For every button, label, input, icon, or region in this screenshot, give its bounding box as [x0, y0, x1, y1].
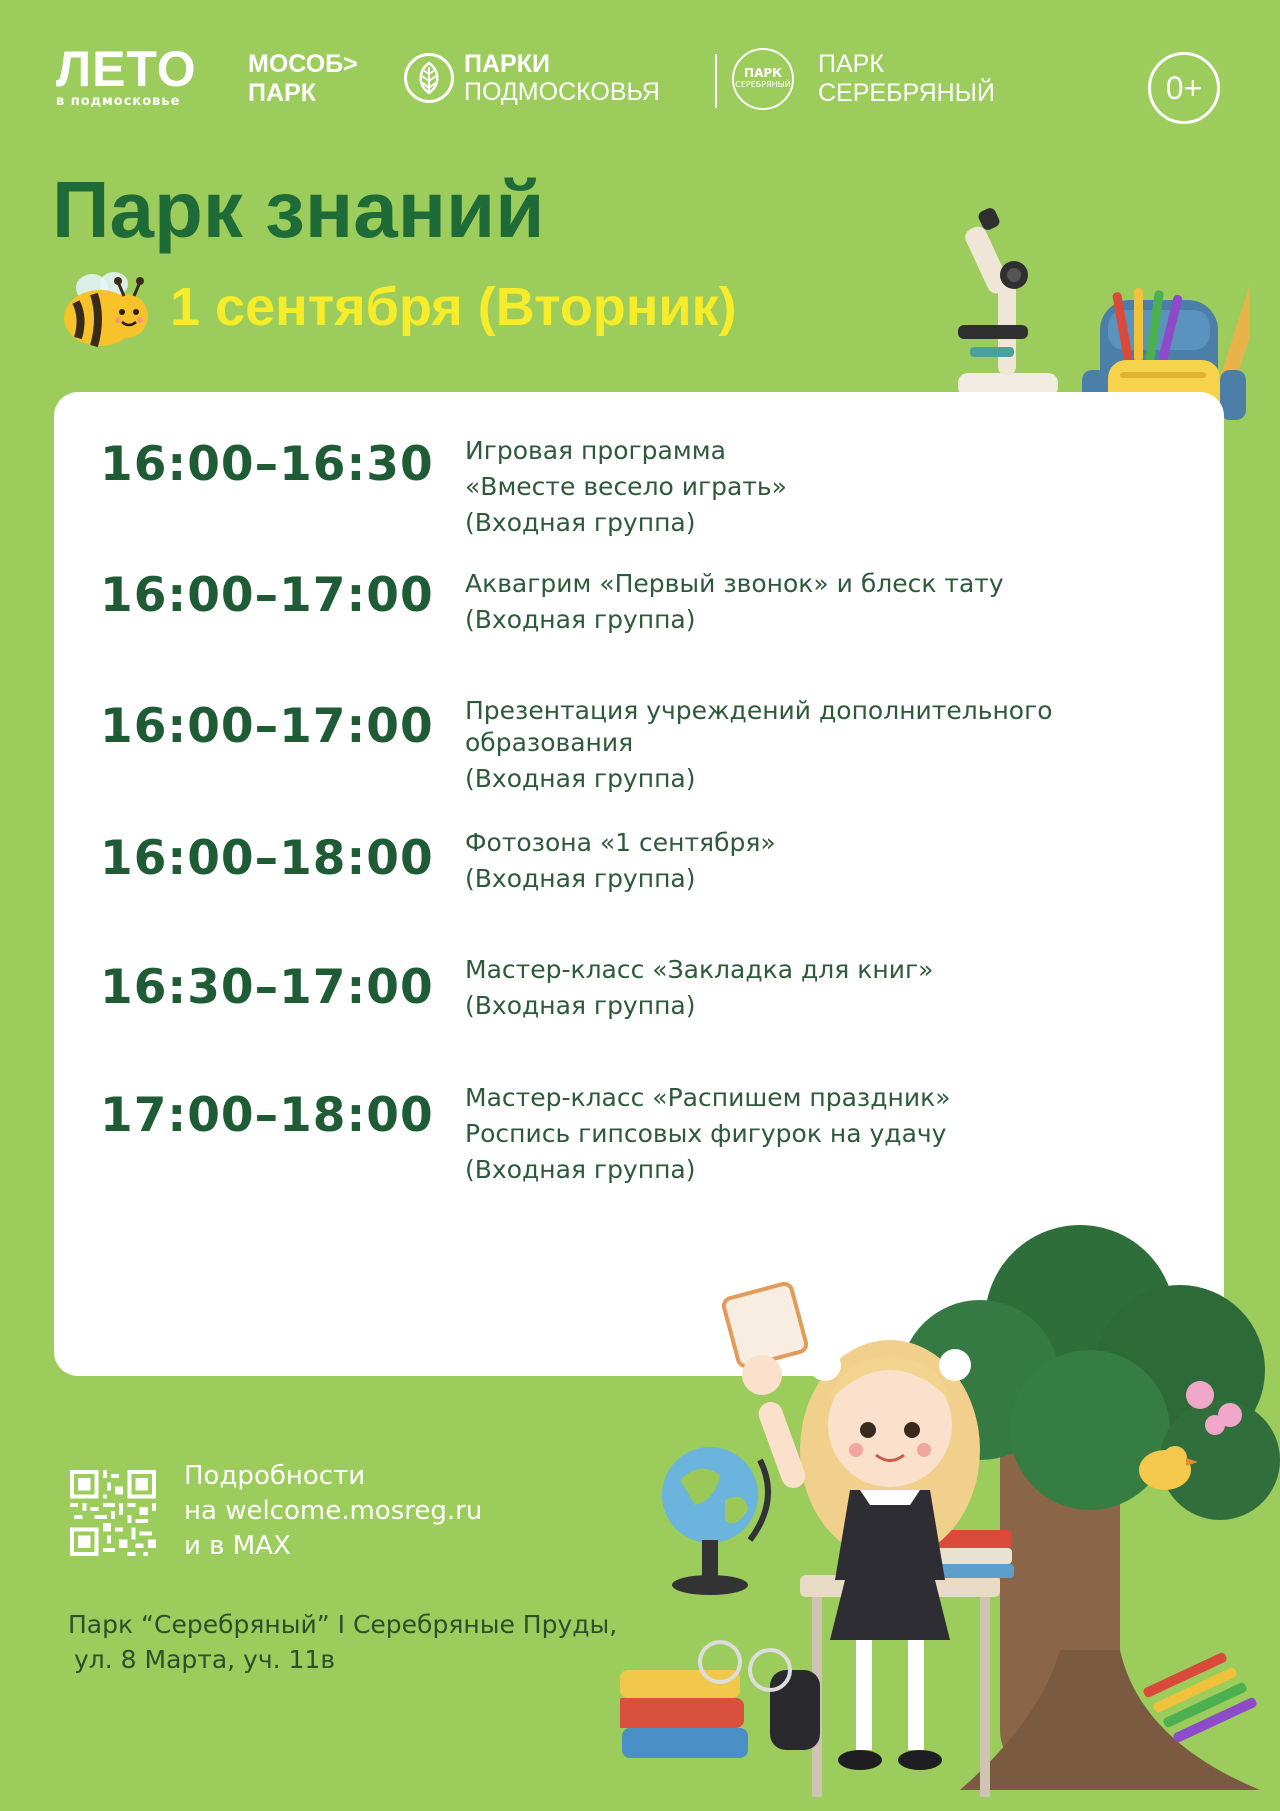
- age-rating-badge: 0+: [1148, 52, 1220, 124]
- schedule-line: «Вместе весело играть»: [465, 472, 787, 501]
- leaf-icon: [404, 53, 454, 103]
- serebr-line1: ПАРК: [818, 50, 884, 78]
- schedule-line: Игровая программа: [465, 436, 726, 465]
- school-girl-illustration: [620, 1200, 1280, 1811]
- parki-podmoskovya-logo: [404, 50, 660, 106]
- park-badge-line2: СЕРЕБРЯНЫЙ: [735, 80, 791, 89]
- mosobpark-line2: ПАРК: [248, 79, 316, 107]
- schedule-line: (Входная группа): [465, 1155, 696, 1184]
- details-line3: и в MAX: [184, 1531, 291, 1561]
- mosobpark-line1: МОСОБ>: [248, 50, 358, 78]
- parki-line2: ПОДМОСКОВЬЯ: [464, 78, 660, 106]
- details-info: [184, 1459, 482, 1564]
- schedule-description: [465, 433, 1115, 541]
- logo-divider: [715, 54, 717, 108]
- schedule-line: Роспись гипсовых фигурок на удачу: [465, 1119, 947, 1148]
- leto-logo-text: ЛЕТО: [56, 41, 197, 97]
- park-badge: [732, 48, 794, 110]
- leto-logo-sub: в подмосковье: [56, 94, 181, 109]
- event-date: 1 сентября (Вторник): [170, 277, 737, 337]
- schedule-line: (Входная группа): [465, 991, 696, 1020]
- schedule-line: Мастер-класс «Распишем праздник»: [465, 1083, 951, 1112]
- details-link[interactable]: на welcome.mosreg.ru: [184, 1496, 483, 1526]
- schedule-time: 16:00–17:00: [100, 699, 434, 754]
- schedule-time: 16:00–16:30: [100, 437, 434, 492]
- parki-line1: ПАРКИ: [464, 50, 550, 78]
- park-badge-line1: ПАРК: [744, 66, 782, 80]
- schedule-description: [465, 952, 1115, 1024]
- serebr-line2: СЕРЕБРЯНЫЙ: [818, 79, 995, 107]
- leto-logo: [56, 41, 197, 109]
- address-line2: ул. 8 Марта, уч. 11в: [74, 1645, 336, 1674]
- schedule-line: (Входная группа): [465, 508, 696, 537]
- schedule-line: Презентация учреждений дополнительного: [465, 696, 1053, 725]
- details-line1: Подробности: [184, 1461, 366, 1491]
- schedule-description: [465, 695, 1115, 795]
- header-logos: [0, 0, 1280, 170]
- schedule-line: Мастер-класс «Закладка для книг»: [465, 955, 934, 984]
- schedule-line: (Входная группа): [465, 864, 696, 893]
- address-line1: Парк “Серебряный” I Серебряные Пруды,: [68, 1610, 618, 1639]
- page-title: Парк знаний: [52, 165, 545, 254]
- schedule-description: [465, 566, 1115, 638]
- qr-code[interactable]: [70, 1470, 156, 1556]
- schedule-time: 16:00–18:00: [100, 831, 434, 886]
- schedule-time: 16:30–17:00: [100, 960, 434, 1015]
- schedule-line: Аквагрим «Первый звонок» и блеск тату: [465, 569, 1004, 598]
- schedule-line: (Входная группа): [465, 764, 696, 793]
- schedule-description: [465, 825, 1115, 897]
- schedule-line: Фотозона «1 сентября»: [465, 828, 776, 857]
- microscope-icon: [950, 205, 1070, 405]
- bee-icon: [56, 266, 152, 352]
- schedule-time: 17:00–18:00: [100, 1088, 434, 1143]
- address: [68, 1607, 617, 1677]
- schedule-line: образования: [465, 728, 634, 757]
- schedule-line: (Входная группа): [465, 605, 696, 634]
- mosobpark-logo: [248, 50, 358, 108]
- schedule-time: 16:00–17:00: [100, 568, 434, 623]
- schedule-description: [465, 1080, 1115, 1188]
- park-serebryany-logo: [732, 48, 995, 110]
